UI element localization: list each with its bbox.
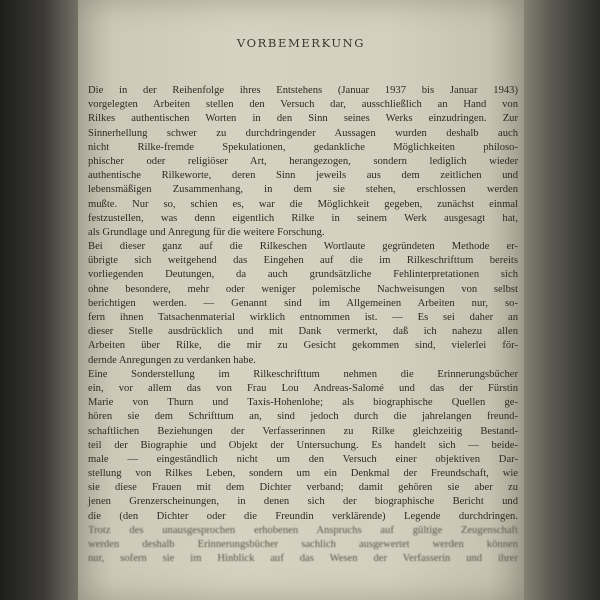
- text-line: lebensmäßigen Zusammenhang, in dem sie stehen, erschlossen werden: [88, 184, 518, 196]
- text-line: Eine Sonderstellung im Rilkeschrifttum nehmen die Erinnerungsbücher: [88, 368, 518, 380]
- text-line: werden deshalb Erinnerungsbücher sachlich ausgewertet werden können: [88, 539, 518, 550]
- text-line: sie diese Frauen mit dem Dichter verband; damit gehören sie aber zu: [88, 482, 518, 494]
- text-line: stellung von Rilkes Leben, sondern um ein Denkmal der Freundschaft, wie: [88, 468, 518, 480]
- background-right-edge: [520, 0, 600, 600]
- text-line: Arbeiten über Rilke, die mir zu Gesicht gekommen sind, vielerlei för-: [88, 340, 518, 352]
- text-line: Marie von Thurn und Taxis-Hohenlohe; als biographische Quellen ge-: [88, 397, 518, 409]
- text-line: fern ihnen Tatsachenmaterial wirklich entnommen ist. — Es sei daher an: [88, 312, 518, 323]
- text-line: übrigte sich weitgehend das Eingehen auf die im Rilkeschrifttum bereits: [88, 255, 518, 267]
- text-line: mußte. Nur so, schien es, war die Möglichkeit gegeben, zunächst einmal: [88, 198, 518, 210]
- text-line: jenen Grenzerscheinungen, in denen sich der biographische Bericht und: [88, 496, 518, 508]
- page-heading: VORBEMERKUNG: [236, 36, 366, 50]
- text-line: als Grundlage und Anregung für die weitere Forschung.: [88, 226, 325, 238]
- text-line: vorgelegten Arbeiten stellen den Versuch dar, ausschließlich an Hand von: [88, 99, 518, 111]
- book-page: [78, 0, 524, 600]
- text-line: teil der Biographie und Objekt der Untersuchung. Es handelt sich — beide-: [88, 439, 518, 451]
- text-line: phischer oder religiöser Art, herangezogen, sondern lediglich wieder: [88, 155, 518, 167]
- text-line: Die in der Reihenfolge ihres Entstehens (Januar 1937 bis Januar 1943): [88, 85, 518, 96]
- text-line: nicht Rilke-fremde Spekulationen, gedankliche Möglichkeiten philoso-: [88, 141, 518, 153]
- text-line: dernde Anregungen zu verdanken habe.: [88, 354, 256, 366]
- text-line: schaftlichen Beziehungen der Verfasserinnen zu Rilke gleichzeitig Bestand-: [88, 425, 518, 437]
- text-line: hören sie dem Schrifttum an, sind jedoch durch die jahrelangen freund-: [88, 411, 518, 423]
- page-body-text: [88, 84, 518, 565]
- text-line: berichtigen werden. — Genannt sind im Allgemeinen Arbeiten nur, so-: [88, 297, 518, 309]
- text-line: festzustellen, was denn eigentlich Rilke in seinem Werk ausgesagt hat,: [88, 212, 518, 224]
- text-line: Trotz des unausgesprochen erhobenen Anspruchs auf gültige Zeugenschaft: [88, 524, 518, 536]
- text-line: dieser Stelle ausdrücklich und mit Dank vermerkt, daß ich nahezu allen: [88, 326, 518, 338]
- text-line: vorliegenden Deutungen, da auch grundsätzliche Fehlinterpretationen sich: [88, 269, 518, 281]
- text-line: ein, vor allem das von Frau Lou Andreas-Salomé und das der Fürstin: [88, 382, 518, 394]
- text-line: ohne besondere, mehr oder weniger polemische Nachweisungen von selbst: [88, 283, 518, 295]
- text-line: Bei dieser ganz auf die Rilkeschen Wortlaute gegründeten Methode er-: [88, 241, 518, 253]
- text-line: nur, sofern sie im Hinblick auf das Wesen der Verfasserin und ihrer: [88, 553, 518, 565]
- text-line: die (den Dichter oder die Freundin verklärende) Legende durchdringen.: [88, 510, 518, 522]
- text-line: authentische Rilkeworte, deren Sinn jeweils aus dem zeitlichen und: [88, 170, 518, 182]
- text-line: male — eingeständlich nicht um den Versuch einer objektiven Dar-: [88, 453, 518, 465]
- background-left-edge: [0, 0, 80, 600]
- text-line: Rilkes authentischen Worten in den Sinn seines Werks einzudringen. Zur: [88, 113, 518, 125]
- text-line: Sinnerhellung schwer zu durchdringender Aussagen wurden deshalb auch: [88, 127, 518, 139]
